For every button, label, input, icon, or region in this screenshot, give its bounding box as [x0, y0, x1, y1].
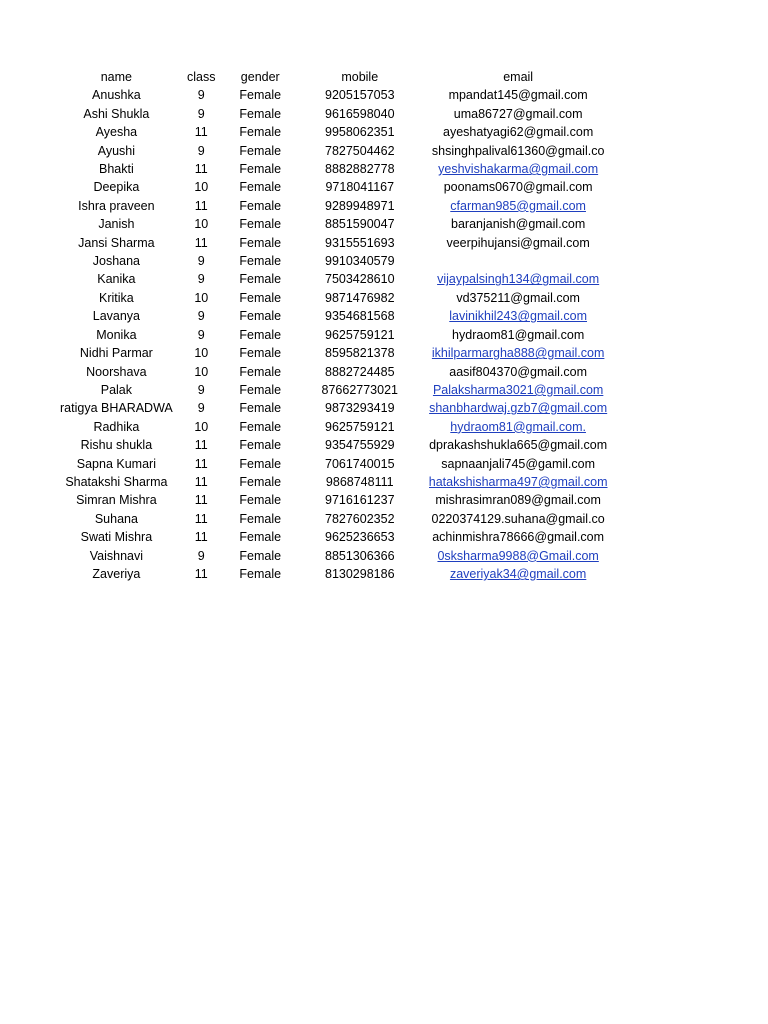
cell-class: 11: [194, 474, 208, 489]
cell-class: 11: [194, 125, 208, 140]
cell-name: Ayesha: [95, 125, 138, 140]
pad-cell: [0, 252, 60, 270]
cell-gender: Female: [239, 290, 282, 305]
email-text: poonams0670@gmail.com: [443, 180, 593, 195]
cell-email: [429, 565, 608, 583]
cell-mobile: 9718041167: [325, 180, 395, 195]
cell-email: [429, 197, 608, 215]
cell-name: Vaishnavi: [89, 548, 144, 563]
table-row: [0, 178, 608, 196]
pad-cell: [0, 363, 60, 381]
header-gender: gender: [240, 70, 280, 84]
cell-class: 9: [197, 382, 205, 397]
cell-name: ratigya BHARADWA: [60, 401, 173, 416]
cell-mobile: 9354755929: [325, 438, 395, 453]
cell-email: [429, 105, 608, 123]
pad-cell: [0, 455, 60, 473]
cell-class: 9: [197, 272, 205, 287]
cell-gender: Female: [239, 180, 282, 195]
email-text: aasif804370@gmail.com: [449, 364, 588, 379]
pad-cell: [0, 68, 60, 86]
table-row: [0, 381, 608, 399]
cell-email: [429, 473, 608, 491]
pad-cell: [0, 307, 60, 325]
table-row: [0, 270, 608, 288]
header-name: name: [100, 70, 133, 84]
cell-name: Ishra praveen: [78, 198, 155, 213]
cell-mobile: 9716161237: [325, 493, 395, 508]
cell-email: [429, 363, 608, 381]
cell-mobile: 9315551693: [325, 235, 395, 250]
cell-mobile: 8882882778: [325, 162, 395, 177]
cell-class: 11: [194, 438, 208, 453]
pad-cell: [0, 123, 60, 141]
pad-cell: [0, 178, 60, 196]
cell-gender: Female: [239, 401, 282, 416]
cell-gender: Female: [239, 511, 282, 526]
cell-name: Lavanya: [92, 309, 141, 324]
table-row: [0, 455, 608, 473]
cell-name: Monika: [96, 327, 137, 342]
cell-email: [429, 86, 608, 104]
pad-cell: [0, 528, 60, 546]
cell-email: [429, 528, 608, 546]
cell-email: [429, 418, 608, 436]
cell-name: Sapna Kumari: [76, 456, 156, 471]
pad-cell: [0, 399, 60, 417]
cell-name: Noorshava: [86, 364, 147, 379]
spreadsheet-page: [0, 68, 608, 583]
email-text: hydraom81@gmail.com: [452, 327, 585, 342]
cell-gender: Female: [239, 235, 282, 250]
cell-class: 9: [197, 88, 205, 103]
email-text: baranjanish@gmail.com: [451, 217, 586, 232]
pad-cell: [0, 510, 60, 528]
table-row: [0, 215, 608, 233]
table-row: [0, 436, 608, 454]
email-link[interactable]: hydraom81@gmail.com.: [450, 419, 586, 434]
cell-name: Janish: [98, 217, 135, 232]
email-link[interactable]: Palaksharma3021@gmail.com: [432, 382, 604, 397]
pad-cell: [0, 381, 60, 399]
cell-class: 9: [197, 106, 205, 121]
table-row: [0, 565, 608, 583]
cell-gender: Female: [239, 327, 282, 342]
cell-class: 11: [194, 456, 208, 471]
cell-name: Joshana: [92, 254, 141, 269]
table-row: [0, 326, 608, 344]
cell-class: 9: [197, 327, 205, 342]
email-link[interactable]: vijaypalsingh134@gmail.com: [437, 272, 600, 287]
cell-mobile: 7827504462: [325, 143, 395, 158]
cell-gender: Female: [239, 456, 282, 471]
cell-mobile: 9354681568: [325, 309, 395, 324]
cell-class: 11: [194, 235, 208, 250]
email-text: shsinghpalival61360@gmail.co: [431, 143, 605, 158]
pad-cell: [0, 326, 60, 344]
pad-cell: [0, 344, 60, 362]
cell-email: [429, 252, 608, 270]
student-table: [0, 68, 608, 583]
cell-name: Simran Mishra: [76, 493, 157, 508]
pad-cell: [0, 86, 60, 104]
cell-email: [429, 510, 608, 528]
cell-email: [429, 399, 608, 417]
table-row: [0, 197, 608, 215]
cell-gender: Female: [239, 566, 282, 581]
pad-cell: [0, 289, 60, 307]
cell-name: Anushka: [92, 88, 141, 103]
pad-cell: [0, 197, 60, 215]
cell-name: Kritika: [99, 290, 134, 305]
table-row: [0, 528, 608, 546]
cell-mobile: 87662773021: [321, 382, 398, 397]
cell-class: 9: [197, 401, 205, 416]
cell-class: 10: [194, 180, 209, 195]
pad-cell: [0, 142, 60, 160]
cell-email: [429, 307, 608, 325]
table-row: [0, 344, 608, 362]
email-text: ayeshatyagi62@gmail.com: [443, 125, 594, 140]
cell-name: Bhakti: [99, 162, 134, 177]
cell-name: Radhika: [93, 419, 140, 434]
table-row: [0, 86, 608, 104]
pad-cell: [0, 547, 60, 565]
cell-name: Ashi Shukla: [83, 106, 150, 121]
cell-gender: Female: [239, 272, 282, 287]
cell-mobile: 7061740015: [325, 456, 395, 471]
email-text: achinmishra78666@gmail.com: [432, 530, 605, 545]
cell-gender: Female: [239, 309, 282, 324]
cell-name: Jansi Sharma: [78, 235, 155, 250]
cell-mobile: 9625759121: [325, 327, 395, 342]
cell-name: Rishu shukla: [80, 438, 153, 453]
email-text: mishrasimran089@gmail.com: [435, 493, 601, 508]
cell-mobile: 7503428610: [325, 272, 395, 287]
cell-class: 11: [194, 530, 208, 545]
email-link[interactable]: hatakshisharma497@gmail.com: [428, 474, 608, 489]
cell-name: Nidhi Parmar: [79, 346, 153, 361]
pad-cell: [0, 105, 60, 123]
cell-gender: Female: [239, 88, 282, 103]
cell-gender: Female: [239, 474, 282, 489]
table-body: [0, 86, 608, 583]
pad-cell: [0, 418, 60, 436]
cell-gender: Female: [239, 254, 282, 269]
email-text: veerpihujansi@gmail.com: [446, 235, 590, 250]
cell-gender: Female: [239, 125, 282, 140]
cell-gender: Female: [239, 419, 282, 434]
cell-mobile: 9205157053: [325, 88, 395, 103]
cell-mobile: 9625759121: [325, 419, 395, 434]
email-link[interactable]: lavinikhil243@gmail.com: [449, 309, 588, 324]
pad-cell: [0, 270, 60, 288]
cell-gender: Female: [239, 548, 282, 563]
table-row: [0, 547, 608, 565]
email-link[interactable]: 0sksharma9988@Gmail.com: [437, 548, 599, 563]
cell-mobile: 9289948971: [325, 198, 395, 213]
cell-name: Suhana: [94, 511, 138, 526]
pad-cell: [0, 215, 60, 233]
table-row: [0, 105, 608, 123]
table-row: [0, 491, 608, 509]
cell-class: 9: [197, 309, 205, 324]
table-row: [0, 234, 608, 252]
cell-mobile: 7827602352: [325, 511, 395, 526]
pad-cell: [0, 234, 60, 252]
cell-class: 11: [194, 198, 208, 213]
pad-cell: [0, 491, 60, 509]
cell-gender: Female: [239, 438, 282, 453]
cell-mobile: 9910340579: [325, 254, 395, 269]
table-row: [0, 473, 608, 491]
cell-mobile: 8851590047: [325, 217, 395, 232]
cell-name: Deepika: [93, 180, 140, 195]
cell-gender: Female: [239, 530, 282, 545]
header-class: class: [187, 70, 216, 84]
cell-class: 10: [194, 364, 209, 379]
table-row: [0, 363, 608, 381]
cell-email: [429, 215, 608, 233]
email-text: 0220374129.suhana@gmail.co: [431, 511, 605, 526]
email-text: mpandat145@gmail.com: [448, 88, 588, 103]
cell-class: 10: [194, 419, 209, 434]
cell-name: Swati Mishra: [80, 530, 153, 545]
cell-email: [429, 381, 608, 399]
cell-gender: Female: [239, 346, 282, 361]
cell-class: 10: [194, 346, 209, 361]
cell-mobile: 8130298186: [325, 566, 395, 581]
cell-gender: Female: [239, 143, 282, 158]
cell-mobile: 9871476982: [325, 290, 395, 305]
cell-class: 10: [194, 290, 209, 305]
cell-email: [429, 547, 608, 565]
cell-gender: Female: [239, 217, 282, 232]
cell-mobile: 8882724485: [325, 364, 395, 379]
header-mobile: mobile: [341, 70, 379, 84]
table-row: [0, 252, 608, 270]
cell-mobile: 8595821378: [325, 346, 395, 361]
email-link[interactable]: zaveriyak34@gmail.com: [449, 566, 587, 581]
email-text: vd375211@gmail.com: [456, 290, 580, 305]
table-row: [0, 510, 608, 528]
table-row: [0, 123, 608, 141]
cell-name: Kanika: [97, 272, 136, 287]
table-row: [0, 160, 608, 178]
cell-gender: Female: [239, 364, 282, 379]
cell-email: [429, 344, 608, 362]
cell-email: [429, 234, 608, 252]
cell-class: 11: [194, 566, 208, 581]
cell-class: 11: [194, 511, 208, 526]
email-link[interactable]: shanbhardwaj.gzb7@gmail.com: [429, 401, 608, 416]
cell-mobile: 9868748111: [325, 474, 394, 489]
cell-email: [429, 160, 608, 178]
cell-email: [429, 289, 608, 307]
pad-cell: [0, 473, 60, 491]
cell-class: 10: [194, 217, 209, 232]
pad-cell: [0, 565, 60, 583]
cell-email: [429, 326, 608, 344]
cell-email: [429, 491, 608, 509]
email-link[interactable]: cfarman985@gmail.com: [450, 198, 586, 213]
email-link[interactable]: ikhilparmargha888@gmail.com: [431, 346, 605, 361]
table-row: [0, 142, 608, 160]
table-row: [0, 307, 608, 325]
cell-email: [429, 178, 608, 196]
header-email: email: [503, 70, 534, 84]
email-link[interactable]: yeshvishakarma@gmail.com: [438, 162, 599, 177]
table-row: [0, 399, 608, 417]
cell-email: [429, 142, 608, 160]
cell-email: [429, 270, 608, 288]
cell-name: Shatakshi Sharma: [65, 474, 168, 489]
cell-email: [429, 455, 608, 473]
cell-gender: Female: [239, 493, 282, 508]
cell-name: Palak: [100, 382, 133, 397]
pad-cell: [0, 436, 60, 454]
cell-mobile: 9625236653: [325, 530, 395, 545]
pad-cell: [0, 160, 60, 178]
cell-name: Zaveriya: [92, 566, 141, 581]
cell-gender: Female: [239, 162, 282, 177]
header-row: [0, 68, 608, 86]
cell-mobile: 9873293419: [325, 401, 395, 416]
email-text: uma86727@gmail.com: [453, 106, 583, 121]
cell-email: [429, 123, 608, 141]
cell-class: 9: [197, 254, 205, 269]
email-text: sapnaanjali745@gamil.com: [441, 456, 596, 471]
cell-mobile: 9958062351: [325, 125, 395, 140]
cell-gender: Female: [239, 106, 282, 121]
cell-mobile: 9616598040: [325, 106, 395, 121]
cell-email: [429, 436, 608, 454]
cell-gender: Female: [239, 198, 282, 213]
cell-class: 9: [197, 548, 205, 563]
table-row: [0, 418, 608, 436]
cell-mobile: 8851306366: [325, 548, 395, 563]
table-row: [0, 289, 608, 307]
cell-gender: Female: [239, 382, 282, 397]
cell-class: 11: [194, 493, 208, 508]
cell-class: 11: [194, 162, 208, 177]
cell-name: Ayushi: [97, 143, 136, 158]
cell-class: 9: [197, 143, 205, 158]
email-text: dprakashshukla665@gmail.com: [429, 438, 608, 453]
